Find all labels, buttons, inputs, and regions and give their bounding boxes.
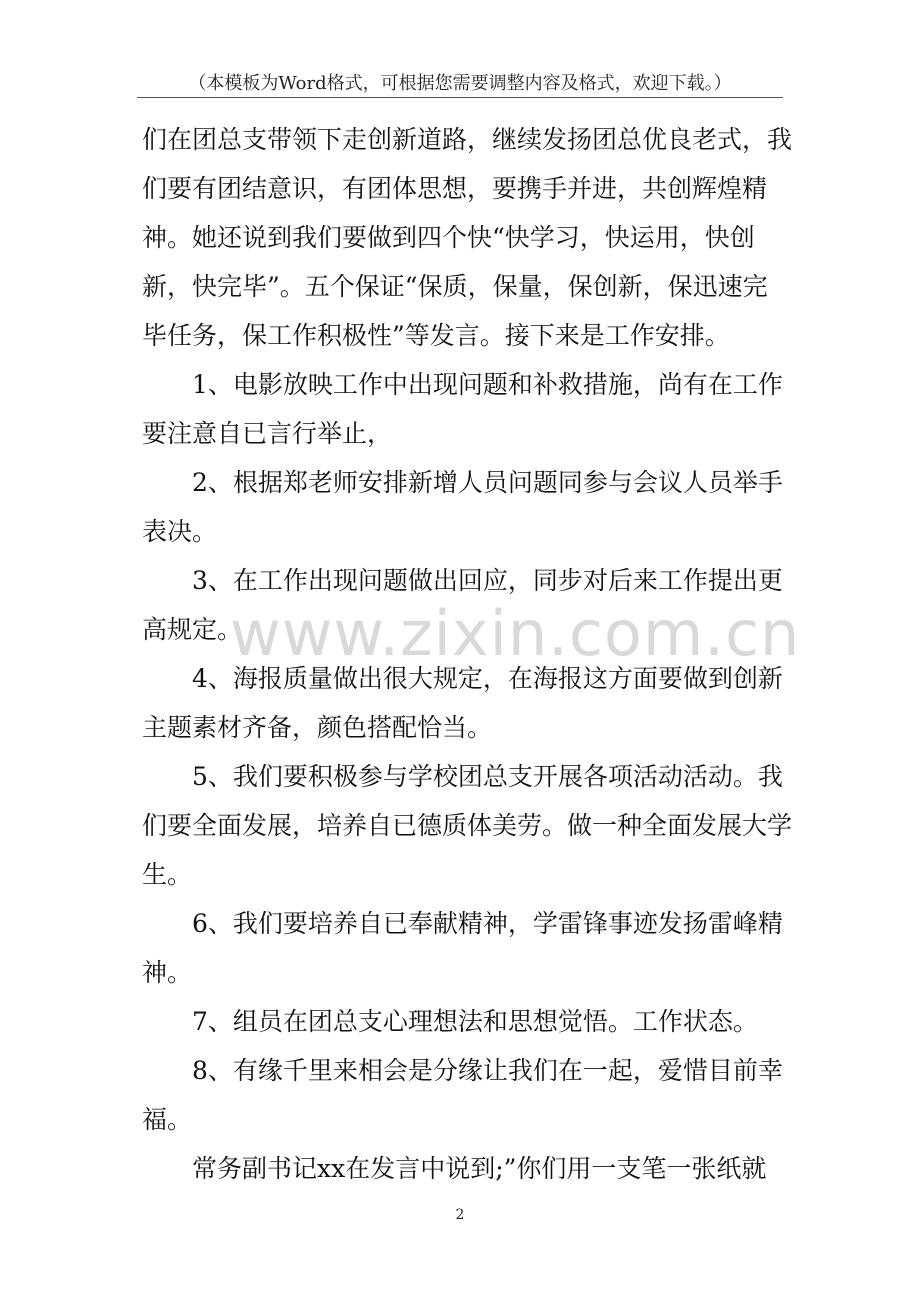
list-item-1: 1、电影放映工作中出现问题和补救措施，尚有在工作要注意自已言行举止， <box>142 370 783 448</box>
list-item-6: 6、我们要培养自已奉献精神，学雷锋事迹发扬雷峰精神。 <box>142 909 783 987</box>
list-item-7: 7、组员在团总支心理想法和思想觉悟。工作状态。 <box>192 1007 758 1036</box>
list-item-4: 4、海报质量做出很大规定，在海报这方面要做到创新主题素材齐备，颜色搭配恰当。 <box>142 664 783 742</box>
document-header-note: （本模板为Word格式，可根据您需要调整内容及格式，欢迎下载。） <box>188 73 732 94</box>
list-item-8: 8、有缘千里来相会是分缘让我们在一起，爱惜目前幸福。 <box>142 1056 783 1134</box>
paragraph-deputy-secretary: 常务副书记xx在发言中说到;”你们用一支笔一张纸就 <box>192 1154 767 1183</box>
list-item-2: 2、根据郑老师安排新增人员问题同参与会议人员举手表决。 <box>142 468 783 546</box>
page-number: 2 <box>455 1207 465 1223</box>
document-body <box>142 115 792 1193</box>
paragraph-continuation: 们在团总支带领下走创新道路，继续发扬团总优良老式，我们要有团结意识，有团体思想，要携手并进，共创辉煌精神。她还说到我们要做到四个快“快学习，快运用，快创新，快完毕”。五个保证“保质，保量，保创新，保迅速完毕任务，保工作积极性”等发言。接下来是工作安排。 <box>142 125 793 350</box>
header-divider <box>137 97 783 98</box>
watermark: www.zixin.com.cn <box>230 597 801 670</box>
list-item-3: 3、在工作出现问题做出回应，同步对后来工作提出更高规定。 <box>142 566 783 644</box>
list-item-5: 5、我们要积极参与学校团总支开展各项活动活动。我们要全面发展，培养自已德质体美劳。做一种全面发展大学生。 <box>142 762 793 889</box>
